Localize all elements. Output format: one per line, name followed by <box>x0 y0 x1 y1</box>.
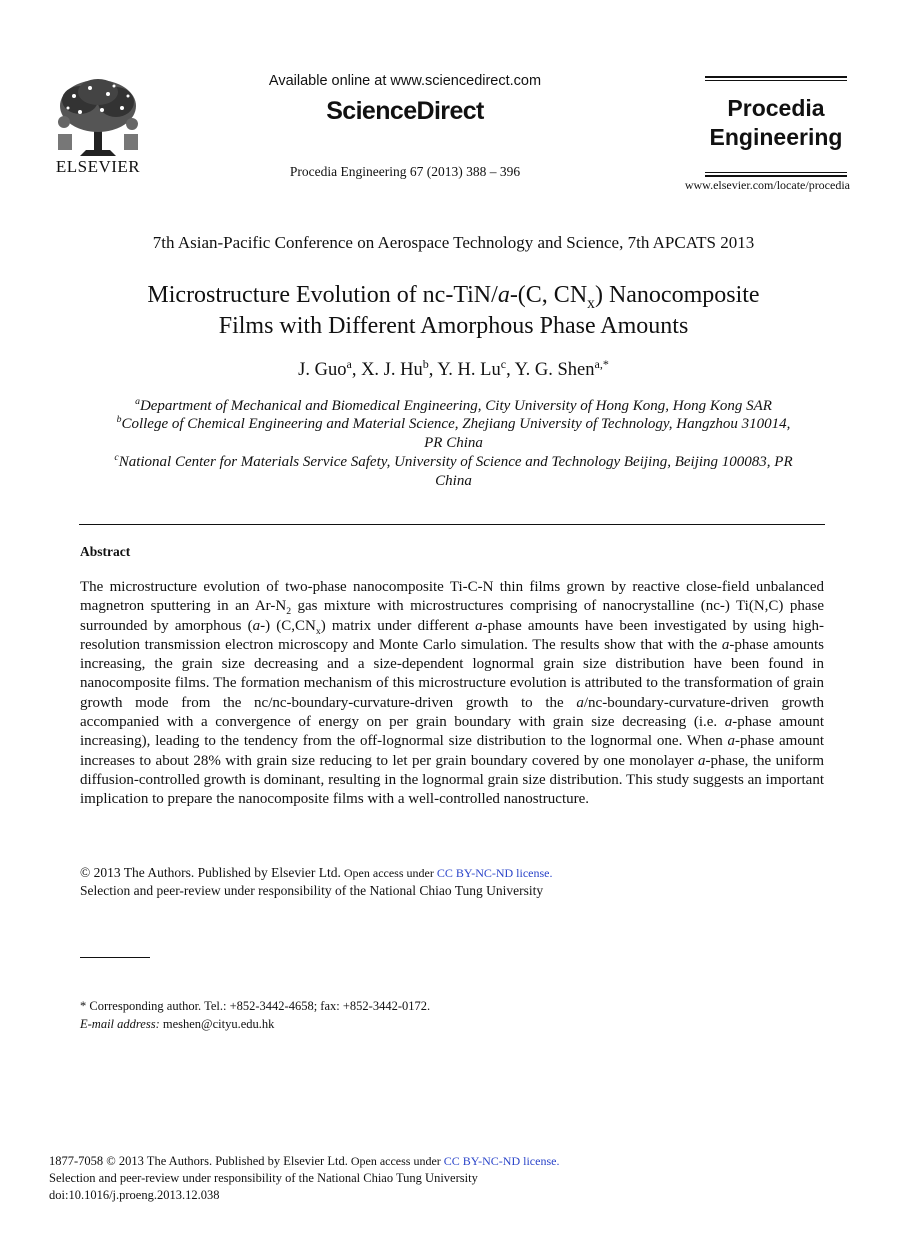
journal-rule <box>705 172 847 173</box>
footnote <box>80 998 824 1033</box>
conference-name: 7th Asian-Pacific Conference on Aerospace Technology and Science, 7th APCATS 2013 <box>152 233 755 252</box>
email-label: E-mail address: <box>80 1016 160 1031</box>
open-access-text: Open access under <box>340 866 437 880</box>
affiliation-a: $^a$Department of Mechanical and Biomedical Engineering, City University of Hong Kong, Hong Kong SAR <box>135 396 772 414</box>
publisher-name: ELSEVIER <box>55 157 141 176</box>
author-list: J. Guo$^a$, X. J. Hu$^b$, Y. H. Lu$^c$, Y. G. Shen$^{a,*}$ <box>298 356 609 380</box>
journal-title <box>705 94 847 152</box>
journal-reference: Procedia Engineering 67 (2013) 388 – 396 <box>289 164 521 179</box>
journal-title-line: Engineering <box>709 124 843 150</box>
footnote-rule <box>80 957 150 958</box>
title-line-2: Films with Different Amorphous Phase Amounts <box>218 313 689 339</box>
title-text: Microstructure Evolution of nc-TiN/ <box>147 282 498 308</box>
journal-rule <box>705 76 847 78</box>
author: X. J. Hu$^b$ <box>361 356 429 380</box>
peer-review-text: Selection and peer-review under responsibility of the National Chiao Tung University <box>49 1171 478 1185</box>
title-text: ) Nanocomposite <box>594 282 760 308</box>
affiliation-b: $^b$College of Chemical Engineering and Material Science, Zhejiang University of Technology, Hangzhou 310014, PR China <box>116 414 791 451</box>
journal-title-line: Procedia <box>727 95 825 121</box>
corresponding-author: * Corresponding author. Tel.: +852-3442-4658; fax: +852-3442-0172. <box>80 999 431 1013</box>
abstract-heading: Abstract <box>80 544 131 559</box>
affiliation-c: $^c$National Center for Materials Service Safety, University of Science and Technology Beijing, Beijing 100083, PR China <box>114 452 793 489</box>
journal-rule <box>705 175 847 177</box>
title-amorphous-symbol: a <box>497 282 510 308</box>
email-link[interactable]: meshen@cityu.edu.hk <box>159 1016 275 1031</box>
available-online-link[interactable]: Available online at www.sciencedirect.com <box>268 73 542 89</box>
license-link[interactable]: CC BY-NC-ND license. <box>436 866 553 880</box>
copyright-notice <box>80 864 824 900</box>
author: Y. H. Lu$^c$ <box>437 356 507 380</box>
open-access-text: Open access under <box>347 1154 444 1168</box>
title-text: -(C, CN <box>509 282 588 308</box>
sciencedirect-logo: ScienceDirect <box>326 97 484 125</box>
license-link[interactable]: CC BY-NC-ND license. <box>443 1154 560 1168</box>
issn-copyright: 1877-7058 © 2013 The Authors. Published by Elsevier Ltd. <box>49 1154 348 1168</box>
author: J. Guo$^a$ <box>298 356 352 380</box>
author: Y. G. Shen$^{a,*}$ <box>514 356 609 380</box>
section-divider <box>79 524 825 525</box>
journal-url-link[interactable]: www.elsevier.com/locate/procedia <box>684 178 850 192</box>
doi-link[interactable]: doi:10.1016/j.proeng.2013.12.038 <box>49 1188 220 1202</box>
abstract-body: The microstructure evolution of two-phase nanocomposite Ti-C-N thin films grown by reactive close-field unbalanced magnetron sputtering in an $Ar-N_2$ gas mixture with microstructures comprising of nanocrystalline (nc-) Ti(N,C) phase surrounded by amorphous (a-) $(C,CN_x)$ matrix under different a-phase amounts have been investigated by using high-resolution transmission electron microscopy and Monte Carlo simulation. The results show that with the a-phase amounts increasing, the grain size decreasing and a size-dependent lognormal grain size distribution have been found in nanocomposite films. The formation mechanism of this microstructure evolution is attributed to the transformation of grain growth mode from the nc/nc-boundary-curvature-driven growth to the a/nc-boundary-curvature-driven growth accompanied with a convergence of energy on per grain boundary with grain size decreasing (i.e. a-phase amount increasing), leading to the tendency from the off-lognormal size distribution to the lognormal one. When a-phase amount increases to about 28% with grain size reducing to let per grain boundary covered by one monolayer a-phase, the uniform diffusion-controlled growth is dominant, resulting in the lognormal grain size distribution. This study suggests an important implication to prepare the nanocomposite films with a well-controlled nanostructure. <box>80 579 825 808</box>
peer-review-text: Selection and peer-review under responsibility of the National Chiao Tung University <box>80 883 544 898</box>
title-subscript: x <box>587 294 595 312</box>
bottom-notice <box>49 1153 849 1204</box>
title-line-1 <box>60 280 847 311</box>
paper-title <box>60 280 847 342</box>
copyright-text: © 2013 The Authors. Published by Elsevier Ltd. <box>80 865 341 880</box>
journal-rule <box>705 80 847 81</box>
